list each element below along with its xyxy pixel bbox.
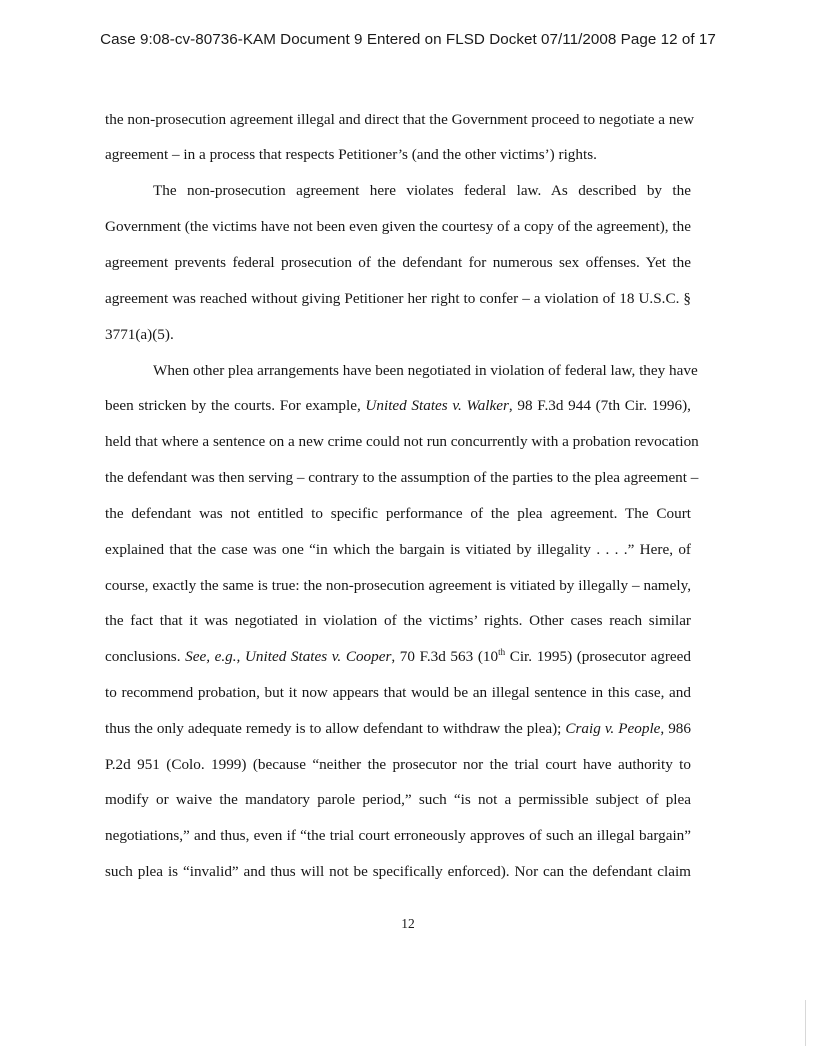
body-line: agreement prevents federal prosecution of the defendant for numerous sex offenses. Yet the — [105, 254, 691, 271]
body-line: the defendant was not entitled to specific performance of the plea agreement. The Court — [105, 505, 691, 522]
body-line: the defendant was then serving – contrary to the assumption of the parties to the plea agreement – — [105, 469, 699, 486]
body-line: The non-prosecution agreement here violates federal law. As described by the — [153, 182, 691, 199]
body-line: such plea is “invalid” and thus will not be specifically enforced). Nor can the defendant claim — [105, 863, 691, 880]
page-header: Case 9:08-cv-80736-KAM Document 9 Entered on FLSD Docket 07/11/2008 Page 12 of 17 — [100, 31, 716, 48]
body-line: conclusions. See, e.g., United States v. Cooper, 70 F.3d 563 (10th Cir. 1995) (prosecutor agreed — [105, 646, 691, 665]
body-line: to recommend probation, but it now appears that would be an illegal sentence in this case, and — [105, 684, 691, 701]
body-line: agreement – in a process that respects Petitioner’s (and the other victims’) rights. — [105, 146, 597, 163]
body-line: the non-prosecution agreement illegal and direct that the Government proceed to negotiate a new — [105, 111, 695, 128]
body-line: explained that the case was one “in which the bargain is vitiated by illegality . . . .” Here, of — [105, 541, 691, 558]
body-line: thus the only adequate remedy is to allow defendant to withdraw the plea); Craig v. People, 986 — [105, 720, 691, 737]
page-number: 12 — [401, 916, 415, 931]
body-line: Government (the victims have not been even given the courtesy of a copy of the agreement), the — [105, 218, 691, 235]
body-line: been stricken by the courts. For example, United States v. Walker, 98 F.3d 944 (7th Cir. 1996), — [105, 397, 691, 414]
body-line: negotiations,” and thus, even if “the trial court erroneously approves of such an illegal bargain” — [105, 827, 691, 844]
body-line: agreement was reached without giving Petitioner her right to confer – a violation of 18 U.S.C. § — [105, 290, 691, 307]
body-line: course, exactly the same is true: the non-prosecution agreement is vitiated by illegally – namely, — [105, 577, 691, 594]
body-line: the fact that it was negotiated in violation of the victims’ rights. Other cases reach similar — [105, 612, 691, 629]
body-line: P.2d 951 (Colo. 1999) (because “neither the prosecutor nor the trial court have authority to — [105, 756, 691, 773]
body-line: 3771(a)(5). — [105, 326, 174, 343]
scan-edge-mark — [805, 1000, 806, 1046]
body-line: held that where a sentence on a new crime could not run concurrently with a probation revocation — [105, 433, 699, 450]
body-line: modify or waive the mandatory parole period,” such “is not a permissible subject of plea — [105, 791, 691, 808]
body-line: When other plea arrangements have been negotiated in violation of federal law, they have — [153, 362, 698, 379]
